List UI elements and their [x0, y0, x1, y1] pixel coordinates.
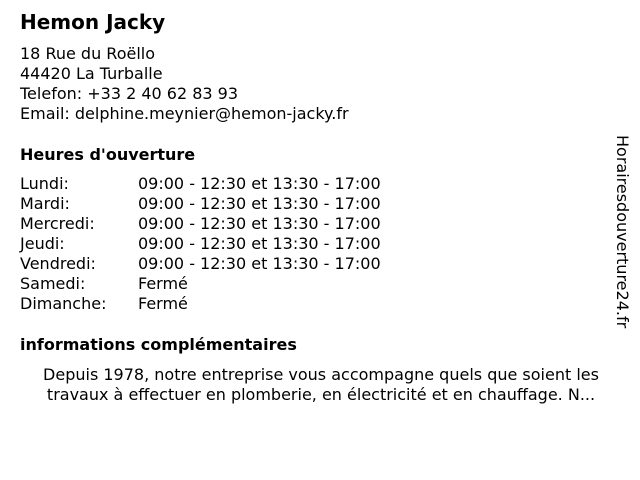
hours-row-sunday — [20, 294, 381, 314]
time-value: 09:00 - 12:30 et 13:30 - 17:00 — [138, 174, 381, 193]
contact-details — [20, 44, 349, 124]
phone-number: Telefon: +33 2 40 62 83 93 — [20, 84, 239, 103]
street-address: 18 Rue du Roëllo — [20, 44, 156, 63]
business-description — [20, 365, 622, 405]
day-label: Lundi: — [20, 174, 69, 193]
hours-row-wednesday — [20, 214, 381, 234]
description-line: travaux à effectuer en plomberie, en électricité et en chauffage. N... — [46, 385, 596, 404]
time-value: Fermé — [138, 294, 188, 313]
time-value: 09:00 - 12:30 et 13:30 - 17:00 — [138, 254, 381, 273]
city-address: 44420 La Turballe — [20, 64, 163, 83]
day-label: Samedi: — [20, 274, 86, 293]
hours-row-friday — [20, 254, 381, 274]
time-value: 09:00 - 12:30 et 13:30 - 17:00 — [138, 194, 381, 213]
day-label: Jeudi: — [20, 234, 65, 253]
info-heading: informations complémentaires — [20, 335, 297, 354]
opening-hours-table — [20, 174, 381, 314]
day-label: Vendredi: — [20, 254, 96, 273]
time-value: Fermé — [138, 274, 188, 293]
hours-row-tuesday — [20, 194, 381, 214]
day-label: Mardi: — [20, 194, 70, 213]
hours-row-saturday — [20, 274, 381, 294]
description-line: Depuis 1978, notre entreprise vous accompagne quels que soient les — [43, 365, 599, 384]
hours-row-thursday — [20, 234, 381, 254]
day-label: Mercredi: — [20, 214, 95, 233]
hours-heading: Heures d'ouverture — [20, 145, 196, 164]
site-watermark: Horairesdouverture24.fr — [613, 135, 632, 329]
hours-row-monday — [20, 174, 381, 194]
time-value: 09:00 - 12:30 et 13:30 - 17:00 — [138, 234, 381, 253]
business-name: Hemon Jacky — [20, 10, 166, 34]
day-label: Dimanche: — [20, 294, 107, 313]
email-address: Email: delphine.meynier@hemon-jacky.fr — [20, 104, 349, 123]
time-value: 09:00 - 12:30 et 13:30 - 17:00 — [138, 214, 381, 233]
